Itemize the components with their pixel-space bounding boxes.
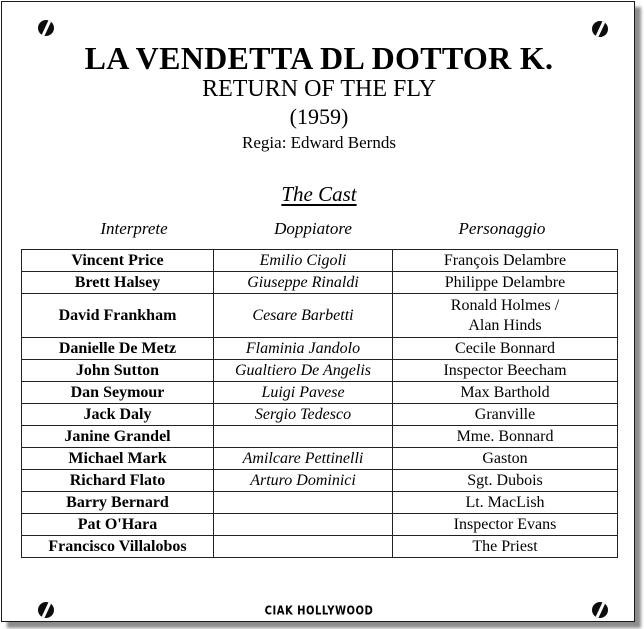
- role-cell: Lt. MacLish: [393, 492, 618, 514]
- dubber-cell: Arturo Dominici: [214, 470, 393, 492]
- table-row: [22, 492, 618, 514]
- cast-plaque: [1, 1, 635, 622]
- role-cell: Max Barthold: [393, 382, 618, 404]
- actor-cell: Barry Bernard: [22, 492, 214, 514]
- dubber-cell: Luigi Pavese: [214, 382, 393, 404]
- table-row: [22, 536, 618, 558]
- original-title: RETURN OF THE FLY: [202, 76, 436, 102]
- column-header-role: Personaggio: [458, 219, 546, 238]
- actor-cell: Brett Halsey: [22, 272, 214, 294]
- actor-cell: Jack Daly: [22, 404, 214, 426]
- release-year: (1959): [289, 104, 349, 129]
- dubber-cell: Gualtiero De Angelis: [214, 360, 393, 382]
- director-credit: Regia: Edward Bernds: [242, 133, 396, 152]
- dubber-cell: Giuseppe Rinaldi: [214, 272, 393, 294]
- dubber-cell: Flaminia Jandolo: [214, 338, 393, 360]
- cast-heading: The Cast: [281, 182, 357, 206]
- table-row: [22, 294, 618, 338]
- role-cell: Philippe Delambre: [393, 272, 618, 294]
- actor-cell: Richard Flato: [22, 470, 214, 492]
- actor-cell: Vincent Price: [22, 250, 214, 272]
- column-header-actor: Interprete: [100, 219, 168, 238]
- actor-cell: Pat O'Hara: [22, 514, 214, 536]
- table-row: [22, 514, 618, 536]
- table-row: [22, 470, 618, 492]
- role-cell: Inspector Evans: [393, 514, 618, 536]
- role-cell: Granville: [393, 404, 618, 426]
- dubber-cell: Sergio Tedesco: [214, 404, 393, 426]
- actor-cell: Michael Mark: [22, 448, 214, 470]
- role-cell: Cecile Bonnard: [393, 338, 618, 360]
- dubber-cell: [214, 514, 393, 536]
- dubber-cell: [214, 426, 393, 448]
- dubber-cell: Amilcare Pettinelli: [214, 448, 393, 470]
- role-line: Ronald Holmes /: [450, 296, 560, 314]
- role-cell: Mme. Bonnard: [393, 426, 618, 448]
- table-row: [22, 360, 618, 382]
- dubber-cell: [214, 492, 393, 514]
- screw-icon: [38, 20, 54, 36]
- role-cell: François Delambre: [393, 250, 618, 272]
- table-row: [22, 272, 618, 294]
- role-cell: The Priest: [393, 536, 618, 558]
- dubber-cell: Cesare Barbetti: [214, 294, 393, 338]
- table-row: [22, 250, 618, 272]
- actor-cell: Janine Grandel: [22, 426, 214, 448]
- role-cell: Sgt. Dubois: [393, 470, 618, 492]
- role-cell: Gaston: [393, 448, 618, 470]
- actor-cell: Danielle De Metz: [22, 338, 214, 360]
- italian-title: LA VENDETTA DL DOTTOR K.: [84, 40, 554, 76]
- actor-cell: David Frankham: [22, 294, 214, 338]
- dubber-cell: [214, 536, 393, 558]
- actor-cell: Dan Seymour: [22, 382, 214, 404]
- table-row: [22, 426, 618, 448]
- screw-icon: [592, 21, 608, 37]
- table-row: [22, 382, 618, 404]
- role-cell: Inspector Beecham: [393, 360, 618, 382]
- role-line: Alan Hinds: [468, 316, 542, 334]
- cast-table: [21, 249, 618, 558]
- ciak-hollywood-logo: CIAK HOLLYWOOD: [264, 604, 374, 619]
- actor-cell: John Sutton: [22, 360, 214, 382]
- table-row: [22, 338, 618, 360]
- column-header-dubber: Doppiatore: [274, 219, 352, 238]
- role-cell: [393, 294, 618, 338]
- actor-cell: Francisco Villalobos: [22, 536, 214, 558]
- table-row: [22, 448, 618, 470]
- table-row: [22, 404, 618, 426]
- dubber-cell: Emilio Cigoli: [214, 250, 393, 272]
